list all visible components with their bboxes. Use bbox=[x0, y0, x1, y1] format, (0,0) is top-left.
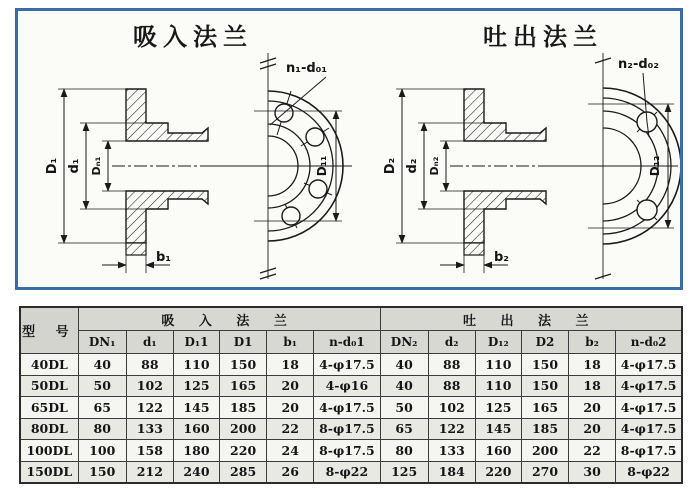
cell-value: 22 bbox=[569, 440, 616, 462]
cell-value: 125 bbox=[475, 397, 521, 419]
cell-value: 4-φ17.5 bbox=[616, 397, 682, 419]
cell-value: 200 bbox=[521, 440, 568, 462]
cell-value: 4-φ17.5 bbox=[314, 354, 380, 376]
cell-value: 184 bbox=[428, 461, 475, 483]
cell-model: 65DL bbox=[20, 397, 78, 419]
cell-value: 102 bbox=[428, 397, 475, 419]
cell-value: 88 bbox=[428, 375, 475, 397]
cell-value: 122 bbox=[126, 397, 173, 419]
cell-value: 100 bbox=[78, 440, 126, 462]
cell-value: 20 bbox=[267, 397, 314, 419]
cell-value: 50 bbox=[78, 375, 126, 397]
cell-value: 220 bbox=[475, 461, 521, 483]
cell-value: 65 bbox=[380, 418, 428, 440]
cell-model: 100DL bbox=[20, 440, 78, 462]
cell-value: 150 bbox=[78, 461, 126, 483]
suction-front-view bbox=[204, 53, 352, 279]
column-header: d₂ bbox=[428, 331, 475, 354]
cell-value: 4-φ16 bbox=[314, 375, 380, 397]
cell-value: 88 bbox=[126, 354, 173, 376]
suction-group-header: 吸 入 法 兰 bbox=[78, 307, 380, 331]
cell-value: 24 bbox=[267, 440, 314, 462]
flange-technical-drawing bbox=[18, 11, 680, 287]
cell-value: 200 bbox=[220, 418, 267, 440]
suction-dim-thickness-label: b₁ bbox=[156, 250, 171, 265]
cell-value: 18 bbox=[569, 375, 616, 397]
cell-value: 133 bbox=[428, 440, 475, 462]
suction-bolt-circle-label: D₁₁ bbox=[315, 155, 329, 177]
discharge-bolt-note: n₂-d₀₂ bbox=[618, 57, 660, 72]
cell-value: 22 bbox=[267, 418, 314, 440]
table-row bbox=[20, 461, 682, 483]
cell-value: 8-φ17.5 bbox=[314, 440, 380, 462]
cell-value: 185 bbox=[220, 397, 267, 419]
cell-value: 145 bbox=[173, 397, 219, 419]
cell-value: 212 bbox=[126, 461, 173, 483]
cell-value: 20 bbox=[569, 418, 616, 440]
cell-value: 158 bbox=[126, 440, 173, 462]
column-header-row bbox=[20, 331, 682, 354]
discharge-flange-title: 吐出法兰 bbox=[483, 22, 603, 51]
column-header: b₂ bbox=[569, 331, 616, 354]
cell-value: 110 bbox=[475, 354, 521, 376]
cell-value: 20 bbox=[569, 397, 616, 419]
cell-value: 150 bbox=[521, 354, 568, 376]
cell-value: 165 bbox=[220, 375, 267, 397]
cell-model: 50DL bbox=[20, 375, 78, 397]
suction-dim-bore-label: Dₙ₁ bbox=[90, 156, 103, 176]
suction-bolt-note: n₁-d₀₁ bbox=[286, 61, 328, 76]
cell-value: 270 bbox=[521, 461, 568, 483]
discharge-bolt-circle-label: D₁₂ bbox=[648, 155, 662, 177]
column-header: d₁ bbox=[126, 331, 173, 354]
cell-value: 185 bbox=[521, 418, 568, 440]
discharge-section-view bbox=[383, 89, 560, 273]
suction-dim-face-label: d₁ bbox=[67, 158, 82, 174]
cell-value: 8-φ22 bbox=[314, 461, 380, 483]
discharge-dim-face-label: d₂ bbox=[405, 158, 420, 174]
cell-value: 122 bbox=[428, 418, 475, 440]
column-header: b₁ bbox=[267, 331, 314, 354]
cell-value: 88 bbox=[428, 354, 475, 376]
cell-value: 50 bbox=[380, 397, 428, 419]
cell-value: 165 bbox=[521, 397, 568, 419]
cell-value: 18 bbox=[569, 354, 616, 376]
cell-value: 160 bbox=[475, 440, 521, 462]
column-header: DN₁ bbox=[78, 331, 126, 354]
table-row bbox=[20, 440, 682, 462]
cell-value: 4-φ17.5 bbox=[616, 375, 682, 397]
cell-value: 180 bbox=[173, 440, 219, 462]
cell-value: 150 bbox=[521, 375, 568, 397]
cell-value: 110 bbox=[475, 375, 521, 397]
cell-value: 110 bbox=[173, 354, 219, 376]
cell-value: 145 bbox=[475, 418, 521, 440]
cell-value: 40 bbox=[380, 354, 428, 376]
suction-dim-outer-label: D₁ bbox=[45, 157, 60, 175]
cell-value: 40 bbox=[380, 375, 428, 397]
suction-section-view bbox=[45, 89, 222, 273]
cell-value: 102 bbox=[126, 375, 173, 397]
cell-value: 65 bbox=[78, 397, 126, 419]
suction-flange-title: 吸入法兰 bbox=[133, 22, 253, 51]
cell-value: 133 bbox=[126, 418, 173, 440]
cell-value: 8-φ17.5 bbox=[314, 418, 380, 440]
cell-value: 240 bbox=[173, 461, 219, 483]
cell-model: 80DL bbox=[20, 418, 78, 440]
flange-drawing-panel bbox=[15, 8, 683, 290]
cell-model: 40DL bbox=[20, 354, 78, 376]
cell-value: 26 bbox=[267, 461, 314, 483]
column-header: D₁1 bbox=[173, 331, 219, 354]
cell-value: 80 bbox=[380, 440, 428, 462]
cell-value: 150 bbox=[220, 354, 267, 376]
table-row bbox=[20, 397, 682, 419]
cell-model: 150DL bbox=[20, 461, 78, 483]
cell-value: 8-φ17.5 bbox=[616, 440, 682, 462]
cell-value: 80 bbox=[78, 418, 126, 440]
discharge-group-header: 吐 出 法 兰 bbox=[380, 307, 682, 331]
cell-value: 40 bbox=[78, 354, 126, 376]
column-header: n-d₀2 bbox=[616, 331, 682, 354]
discharge-dim-outer-label: D₂ bbox=[383, 157, 398, 175]
table-row bbox=[20, 354, 682, 376]
cell-value: 4-φ17.5 bbox=[314, 397, 380, 419]
discharge-dim-bore-label: Dₙ₂ bbox=[428, 156, 441, 176]
discharge-front-view bbox=[538, 53, 680, 279]
table-row bbox=[20, 375, 682, 397]
column-header: D2 bbox=[521, 331, 568, 354]
spec-table-body bbox=[20, 354, 682, 484]
discharge-dim-thickness-label: b₂ bbox=[494, 250, 509, 265]
cell-value: 4-φ17.5 bbox=[616, 418, 682, 440]
table-row bbox=[20, 418, 682, 440]
column-header: D1 bbox=[220, 331, 267, 354]
cell-value: 4-φ17.5 bbox=[616, 354, 682, 376]
cell-value: 8-φ22 bbox=[616, 461, 682, 483]
cell-value: 30 bbox=[569, 461, 616, 483]
flange-spec-table bbox=[19, 306, 683, 484]
column-header: n-d₀1 bbox=[314, 331, 380, 354]
cell-value: 20 bbox=[267, 375, 314, 397]
cell-value: 220 bbox=[220, 440, 267, 462]
cell-value: 125 bbox=[380, 461, 428, 483]
cell-value: 285 bbox=[220, 461, 267, 483]
model-column-header: 型 号 bbox=[20, 307, 78, 354]
cell-value: 18 bbox=[267, 354, 314, 376]
column-header: D₁₂ bbox=[475, 331, 521, 354]
cell-value: 125 bbox=[173, 375, 219, 397]
cell-value: 160 bbox=[173, 418, 219, 440]
column-header: DN₂ bbox=[380, 331, 428, 354]
